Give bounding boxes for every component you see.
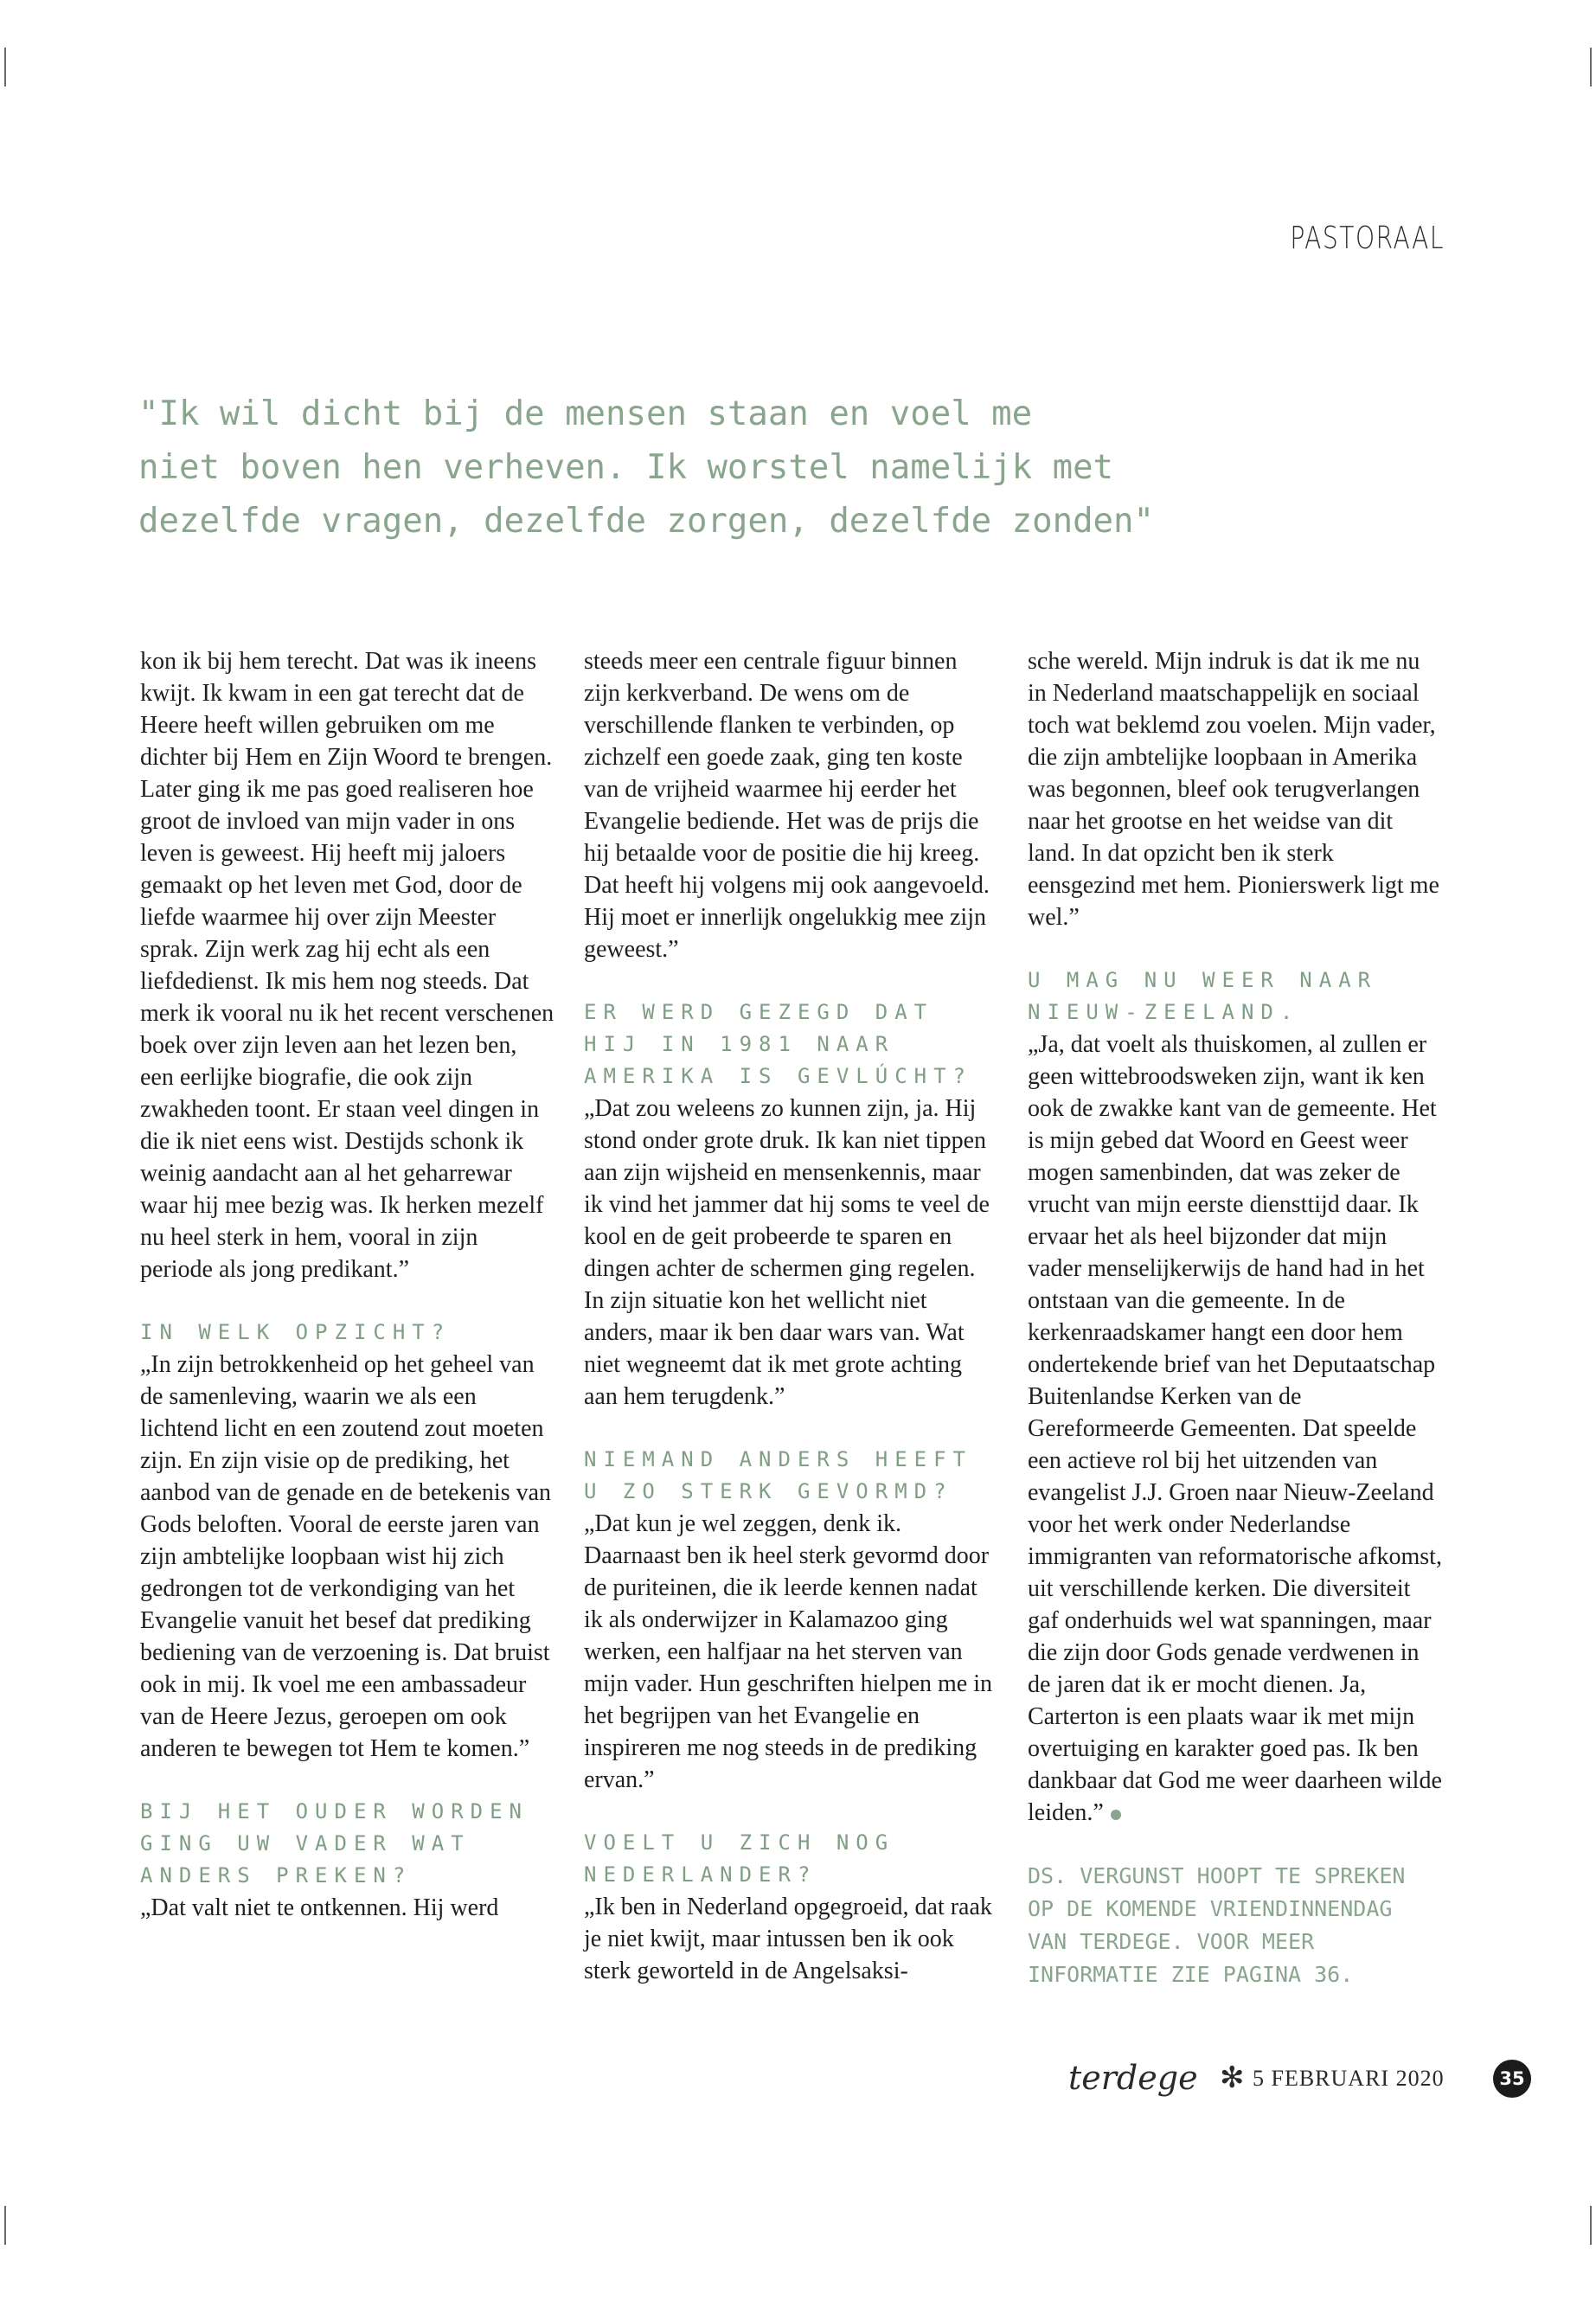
question-heading: VOELT U ZICH NOG NEDERLANDER? — [584, 1830, 895, 1887]
pull-quote-line: "Ik wil dicht bij de mensen staan en voel me — [138, 394, 1033, 433]
page-number-badge: 35 — [1493, 2060, 1531, 2098]
paragraph: „Dat valt niet te ontkennen. Hij werd — [140, 1894, 499, 1921]
paragraph: „Dat kun je wel zeggen, denk ik. Daarnaast ben ik heel sterk gevormd door de puriteinen, die ik leerde kennen nadat ik als onderwijzer in Kalamazoo ging werken, een halfjaar na het sterven van mijn vader. Hun geschriften hielpen me in het begrijpen van het Evangelie en inspireren me nog steeds in de prediking ervan.” — [584, 1510, 992, 1793]
crop-mark-bottom-left — [4, 2206, 6, 2245]
pull-quote — [138, 388, 1488, 548]
paragraph-text: „Ja, dat voelt als thuiskomen, al zullen er geen wittebroodsweken zijn, want ik ken ook de zwakke kant van de gemeente. Het is mijn gebed dat Woord en Geest weer mogen samenbinden, dat was zeker de vrucht van mijn eerste diensttijd daar. Ik ervaar het als heel bijzonder dat mijn vader menselijkerwijs de hand had in het ontstaan van die gemeente. In de kerkenraadskamer hangt een door hem ondertekende brief van het Deputaatschap Buitenlandse Kerken van de Gereformeerde Gemeenten. Dat speelde een actieve rol bij het uitzenden van evangelist J.J. Groen naar Nieuw-Zeeland voor het werk onder Nederlandse immigranten van reformatorische afkomst, uit verschillende kerken. Die diversiteit gaf onderhuids wel wat spanningen, maar die zijn door Gods genade verdwenen in de jaren dat ik er mocht dienen. Ja, Carterton is een plaats waar ik met mijn overtuiging en karakter goed pas. Ik ben dankbaar dat God me weer daarheen wilde leiden.” — [1028, 1031, 1442, 1826]
question-heading: ER WERD GEZEGD DAT HIJ IN 1981 NAAR AMERIKA IS GEVLÚCHT? — [584, 1000, 972, 1088]
question-heading: IN WELK OPZICHT? — [140, 1320, 452, 1344]
issue-date: 5 FEBRUARI 2020 — [1253, 2066, 1445, 2091]
question-heading: BIJ HET OUDER WORDEN GING UW VADER WAT ANDERS PREKEN? — [140, 1799, 529, 1888]
pull-quote-line: dezelfde vragen, dezelfde zorgen, dezelfde zonden" — [138, 502, 1154, 541]
pull-quote-line: niet boven hen verheven. Ik worstel namelijk met — [138, 448, 1114, 487]
paragraph: sche wereld. Mijn indruk is dat ik me nu in Nederland maatschappelijk en sociaal toch wat beklemd zou voelen. Mijn vader, die zijn ambtelijke loopbaan in Amerika was begonnen, bleef ook terugverlangen naar het grootse en het weidse van dit land. In dat opzicht ben ik sterk eensgezind met hem. Pionierswerk ligt me wel.” — [1028, 648, 1439, 931]
question-heading: U MAG NU WEER NAAR NIEUW-ZEELAND. — [1028, 968, 1378, 1024]
question-heading: NIEMAND ANDERS HEEFT U ZO STERK GEVORMD? — [584, 1447, 972, 1503]
paragraph-last — [1028, 1029, 1443, 1829]
paragraph: „In zijn betrokkenheid op het geheel van de samenleving, waarin we als een lichtend licht en een zoutend zout moeten zijn. En zijn visie op de prediking, het aanbod van de genade en de betekenis van Gods beloften. Vooral de eerste jaren van zijn ambtelijke loopbaan wist hij zich gedrongen tot de verkondiging van het Evangelie vanuit het besef dat prediking bediening van de verzoening is. Dat bruist ook in mij. Ik voel me een ambassadeur van de Heere Jezus, geroepen om ook anderen te bewegen tot Hem te komen.” — [140, 1351, 552, 1762]
magazine-logo: terdege — [1068, 2059, 1198, 2097]
paragraph: steeds meer een centrale figuur binnen zijn kerkverband. De wens om de verschillende flanken te verbinden, op zichzelf een goede zaak, ging ten koste van de vrijheid waarmee hij eerder het Evangelie bediende. Het was de prijs die hij betaalde voor de positie die hij kreeg. Dat heeft hij volgens mij ook aangevoeld. Hij moet er innerlijk ongelukkig mee zijn geweest.” — [584, 648, 990, 963]
paragraph: kon ik bij hem terecht. Dat was ik ineens kwijt. Ik kwam in een gat terecht dat de Heere heeft willen gebruiken om me dichter bij Hem en Zijn Woord te brengen. Later ging ik me pas goed realiseren hoe groot de invloed van mijn vader in ons leven is geweest. Hij heeft mij jaloers gemaakt op het leven met God, door de liefde waarmee hij over zijn Meester sprak. Zijn werk zag hij echt als een liefdedienst. Ik mis hem nog steeds. Dat merk ik vooral nu ik het recent verschenen boek over zijn leven aan het lezen ben, een eerlijke biografie, die ook zijn zwakheden toont. Er staan veel dingen in die ik niet eens wist. Destijds schonk ik weinig aandacht aan al het geharrewar waar hij mee bezig was. Ik herken mezelf nu heel sterk in hem, vooral in zijn periode als jong predikant.” — [140, 648, 554, 1283]
article-column-2 — [584, 645, 999, 2018]
section-label: PASTORAAL — [1290, 221, 1445, 256]
end-mark-dot-icon — [1111, 1810, 1121, 1820]
crop-mark-bottom-right — [1590, 2206, 1592, 2245]
paragraph: „Ik ben in Nederland opgegroeid, dat raak je niet kwijt, maar intussen ben ik ook sterk geworteld in de Angelsaksi- — [584, 1894, 992, 1984]
crop-mark-top-right — [1590, 48, 1592, 87]
article-column-3 — [1028, 645, 1443, 1991]
crop-mark-top-left — [4, 48, 6, 87]
closing-note: DS. VERGUNST HOOPT TE SPREKEN OP DE KOMENDE VRIENDINNENDAG VAN TERDEGE. VOOR MEER INFORMATIE ZIE PAGINA 36. — [1028, 1863, 1406, 1987]
asterisk-separator-icon: ✻ — [1220, 2061, 1245, 2095]
article-column-1 — [140, 645, 555, 1955]
paragraph: „Dat zou weleens zo kunnen zijn, ja. Hij stond onder grote druk. Ik kan niet tippen aan zijn wijsheid en mensenkennis, maar ik vind het jammer dat hij soms te veel de kool en de geit probeerde te sparen en dingen achter de schermen ging regelen. In zijn situatie kon het wellicht niet anders, maar ik ben daar wars van. Wat niet wegneemt dat ik met grote achting aan hem terugdenk.” — [584, 1095, 990, 1410]
